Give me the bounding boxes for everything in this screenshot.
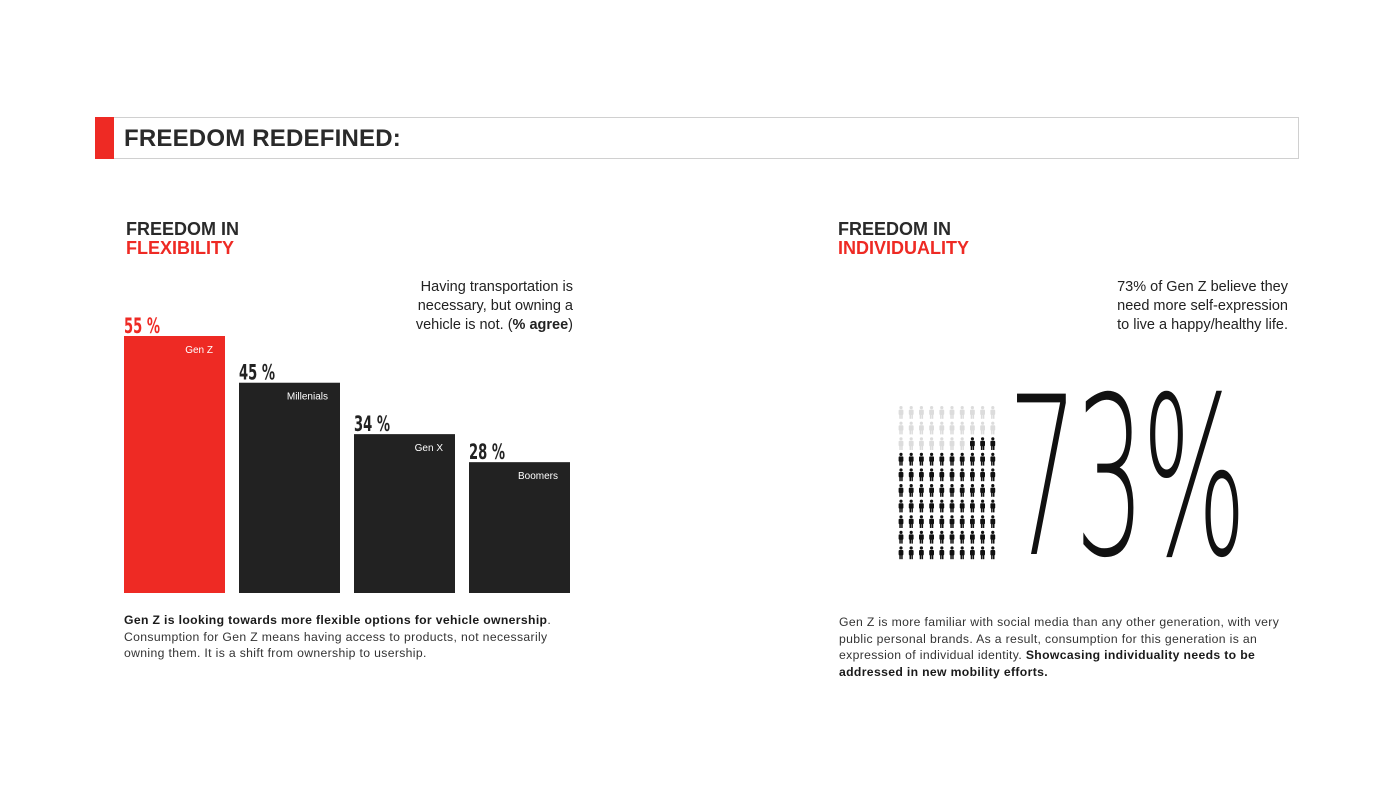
bar-category-label: Gen X bbox=[414, 443, 443, 455]
person-icon-filled bbox=[919, 515, 924, 528]
person-icon-filled bbox=[909, 453, 914, 466]
person-icon-empty bbox=[950, 406, 955, 419]
left-heading-line2: FLEXIBILITY bbox=[126, 238, 234, 258]
right-heading-line1: FREEDOM IN bbox=[838, 219, 952, 239]
person-icon-filled bbox=[990, 500, 995, 513]
person-icon-filled bbox=[950, 468, 955, 481]
person-icon-empty bbox=[990, 422, 995, 435]
person-icon-filled bbox=[939, 531, 944, 544]
person-icon-empty bbox=[899, 406, 904, 419]
person-icon-filled bbox=[929, 484, 934, 497]
right-paragraph-rest: Gen Z is more familiar with social media than any other generation, with very public personal brands. As a result, consumption for this generation is an expression of individual identity. bbox=[839, 615, 1280, 662]
person-icon-filled bbox=[899, 500, 904, 513]
left-callout-bold: % agree bbox=[512, 317, 569, 333]
person-icon-empty bbox=[919, 437, 924, 450]
left-paragraph-rest: . Consumption for Gen Z means having access to products, not necessarily owning them. It is a shift from ownership to usership. bbox=[124, 613, 552, 660]
person-icon-filled bbox=[929, 531, 934, 544]
left-heading-line1: FREEDOM IN bbox=[126, 219, 240, 239]
person-icon-filled bbox=[939, 453, 944, 466]
bar-value-label: 34 % bbox=[354, 412, 390, 437]
person-icon-empty bbox=[960, 422, 965, 435]
person-icon-empty bbox=[950, 437, 955, 450]
person-icon-filled bbox=[960, 484, 965, 497]
person-icon-filled bbox=[899, 468, 904, 481]
person-icon-filled bbox=[909, 531, 914, 544]
person-icon-empty bbox=[899, 422, 904, 435]
person-icon-empty bbox=[899, 437, 904, 450]
icons-layer bbox=[899, 406, 996, 559]
person-icon-filled bbox=[909, 500, 914, 513]
person-icon-filled bbox=[899, 531, 904, 544]
person-icon-filled bbox=[929, 453, 934, 466]
person-icon-filled bbox=[990, 546, 995, 559]
person-icon-filled bbox=[960, 500, 965, 513]
person-icon-filled bbox=[899, 546, 904, 559]
person-icon-filled bbox=[950, 453, 955, 466]
person-icon-filled bbox=[909, 515, 914, 528]
person-icon-filled bbox=[899, 484, 904, 497]
person-icon-filled bbox=[970, 531, 975, 544]
person-icon-filled bbox=[990, 484, 995, 497]
left-paragraph-bold: Gen Z is looking towards more flexible options for vehicle ownership bbox=[124, 613, 548, 627]
person-icon-filled bbox=[970, 453, 975, 466]
person-icon-filled bbox=[939, 484, 944, 497]
person-icon-filled bbox=[919, 546, 924, 559]
person-icon-empty bbox=[970, 406, 975, 419]
person-icon-filled bbox=[990, 515, 995, 528]
person-icon-filled bbox=[909, 468, 914, 481]
person-icon-filled bbox=[980, 531, 985, 544]
person-icon-filled bbox=[980, 515, 985, 528]
person-icon-filled bbox=[909, 484, 914, 497]
person-icon-empty bbox=[939, 437, 944, 450]
person-icon-empty bbox=[939, 422, 944, 435]
person-icon-filled bbox=[970, 546, 975, 559]
right-paragraph-bold: Showcasing individuality needs to be addressed in new mobility efforts. bbox=[839, 648, 1256, 679]
person-icon-filled bbox=[950, 546, 955, 559]
person-icon-filled bbox=[909, 546, 914, 559]
person-icon-empty bbox=[929, 422, 934, 435]
person-icon-filled bbox=[970, 500, 975, 513]
person-icon-filled bbox=[980, 484, 985, 497]
person-icon-filled bbox=[950, 531, 955, 544]
person-icon-empty bbox=[909, 406, 914, 419]
person-icon-empty bbox=[960, 406, 965, 419]
left-callout-end: ) bbox=[568, 317, 573, 333]
person-icon-empty bbox=[909, 422, 914, 435]
person-icon-empty bbox=[980, 406, 985, 419]
person-icon-filled bbox=[929, 468, 934, 481]
person-icon-filled bbox=[919, 468, 924, 481]
person-icon-filled bbox=[980, 468, 985, 481]
person-icon-filled bbox=[939, 468, 944, 481]
person-icon-filled bbox=[960, 468, 965, 481]
person-icon-empty bbox=[929, 406, 934, 419]
person-icon-empty bbox=[960, 437, 965, 450]
right-callout: 73% of Gen Z believe they need more self-expression to live a happy/healthy life. bbox=[1117, 279, 1288, 333]
person-icon-filled bbox=[960, 531, 965, 544]
right-paragraph bbox=[839, 614, 1289, 680]
person-icon-filled bbox=[980, 437, 985, 450]
bar-category-label: Boomers bbox=[517, 471, 558, 483]
person-icon-empty bbox=[929, 437, 934, 450]
big-percentage: 73% bbox=[1008, 350, 1244, 606]
person-icon-filled bbox=[960, 515, 965, 528]
bar-value-label: 28 % bbox=[469, 440, 505, 465]
person-icon-filled bbox=[970, 515, 975, 528]
person-icon-filled bbox=[929, 546, 934, 559]
person-icon-filled bbox=[929, 515, 934, 528]
person-icon-empty bbox=[919, 406, 924, 419]
person-icon-filled bbox=[919, 500, 924, 513]
person-icon-filled bbox=[899, 515, 904, 528]
person-icon-filled bbox=[929, 500, 934, 513]
person-icon-empty bbox=[990, 406, 995, 419]
person-icon-empty bbox=[919, 422, 924, 435]
person-icon-empty bbox=[970, 422, 975, 435]
person-icon-filled bbox=[960, 546, 965, 559]
person-icon-filled bbox=[919, 484, 924, 497]
page-title: FREEDOM REDEFINED: bbox=[124, 125, 401, 152]
person-icon-filled bbox=[939, 546, 944, 559]
person-icon-filled bbox=[960, 453, 965, 466]
person-icon-filled bbox=[950, 500, 955, 513]
person-icon-filled bbox=[980, 500, 985, 513]
person-icon-filled bbox=[970, 468, 975, 481]
person-icon-filled bbox=[980, 546, 985, 559]
person-icon-filled bbox=[899, 453, 904, 466]
person-icon-filled bbox=[950, 515, 955, 528]
person-icon-filled bbox=[990, 531, 995, 544]
person-icon-filled bbox=[980, 453, 985, 466]
right-heading-line2: INDIVIDUALITY bbox=[838, 238, 970, 258]
person-icon-filled bbox=[970, 484, 975, 497]
person-icon-filled bbox=[990, 468, 995, 481]
person-icon-filled bbox=[939, 515, 944, 528]
bar-category-label: Gen Z bbox=[185, 345, 213, 356]
person-icon-filled bbox=[990, 437, 995, 450]
left-callout-main: Having transportation is necessary, but owning a vehicle is not. ( bbox=[415, 279, 573, 333]
person-icon-filled bbox=[939, 500, 944, 513]
person-icon-filled bbox=[970, 437, 975, 450]
person-icon-filled bbox=[919, 531, 924, 544]
bar-category-label: Millenials bbox=[286, 391, 328, 403]
person-icon-filled bbox=[919, 453, 924, 466]
bar-value-label: 55 % bbox=[124, 314, 160, 338]
person-icon-empty bbox=[939, 406, 944, 419]
person-icon-empty bbox=[909, 437, 914, 450]
person-icon-filled bbox=[950, 484, 955, 497]
person-icon-filled bbox=[990, 453, 995, 466]
person-icon-empty bbox=[950, 422, 955, 435]
person-icon-empty bbox=[980, 422, 985, 435]
bar-value-label: 45 % bbox=[239, 360, 275, 385]
